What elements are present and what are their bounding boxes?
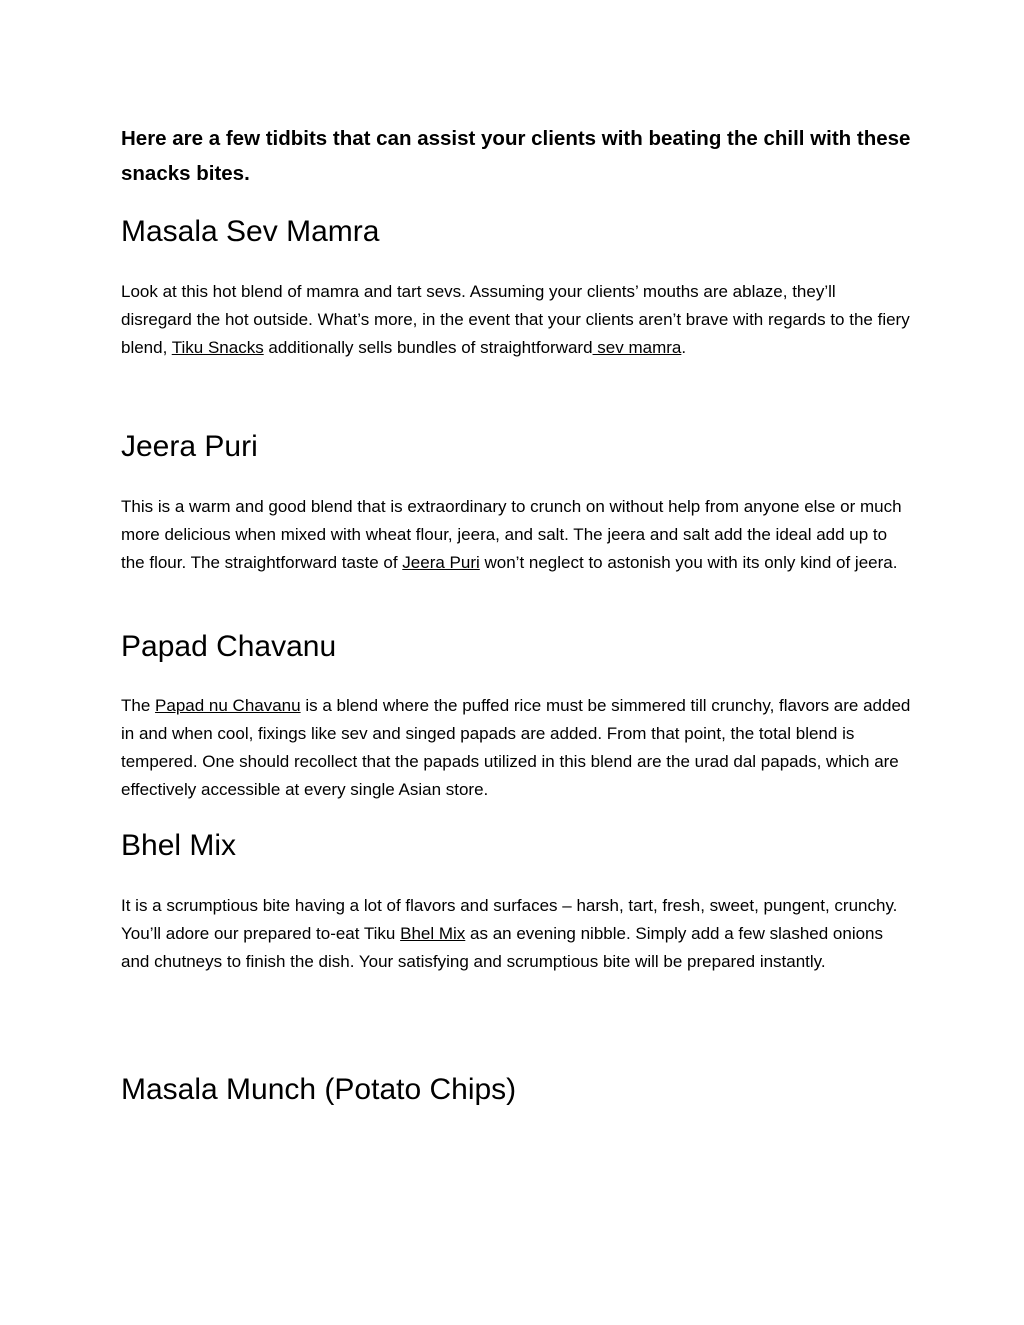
paragraph-text: won’t neglect to astonish you with its only kind of jeera. (479, 553, 898, 572)
paragraph-jeera-puri (121, 493, 911, 577)
bhel-mix-link[interactable]: Bhel Mix (400, 924, 466, 943)
paragraph-text: . (681, 338, 687, 357)
paragraph-text: It is a scrumptious bite having a lot of flavors and surfaces – harsh, tart, fresh, sweet, pungent, crunchy. You’ll adore our prepared to-eat Tiku (121, 896, 898, 943)
paragraph-papad-chavanu (121, 692, 911, 804)
paragraph-text: Look at this hot blend of mamra and tart sevs. Assuming your clients’ mouths are ablaze, they’ll disregard the hot outside. What’s more, in the event that your clients aren’t brave with regards to the fiery blend, (121, 282, 910, 357)
heading-bhel-mix: Bhel Mix (121, 829, 237, 862)
tiku-snacks-link[interactable]: Tiku Snacks (171, 338, 264, 357)
papad-nu-chavanu-link[interactable]: Papad nu Chavanu (155, 696, 301, 715)
paragraph-text: additionally sells bundles of straightforward (263, 338, 593, 357)
paragraph-text: This is a warm and good blend that is extraordinary to crunch on without help from anyone else or much more delicious when mixed with wheat flour, jeera, and salt. The jeera and salt add the ideal add up to the flour. The straightforward taste of (121, 497, 902, 572)
heading-masala-munch: Masala Munch (Potato Chips) (121, 1073, 517, 1106)
sev-mamra-link[interactable]: sev mamra (592, 338, 682, 357)
paragraph-masala-sev-mamra (121, 278, 911, 362)
paragraph-text: as an evening nibble. Simply add a few slashed onions and chutneys to finish the dish. Your satisfying and scrumptious bite will be prepared instantly. (121, 924, 884, 971)
heading-papad-chavanu: Papad Chavanu (121, 630, 337, 663)
intro-text: Here are a few tidbits that can assist your clients with beating the chill with these snacks bites. (121, 127, 911, 185)
paragraph-text: The (121, 696, 156, 715)
paragraph-text: is a blend where the puffed rice must be simmered till crunchy, flavors are added in and when cool, fixings like sev and singed papads are added. From that point, the total blend is tempered. One should recollect that the papads utilized in this blend are the urad dal papads, which are effectively accessible at every single Asian store. (121, 696, 911, 799)
heading-jeera-puri: Jeera Puri (121, 430, 258, 463)
heading-masala-sev-mamra: Masala Sev Mamra (121, 215, 380, 248)
jeera-puri-link[interactable]: Jeera Puri (402, 553, 480, 572)
paragraph-bhel-mix (121, 892, 911, 976)
